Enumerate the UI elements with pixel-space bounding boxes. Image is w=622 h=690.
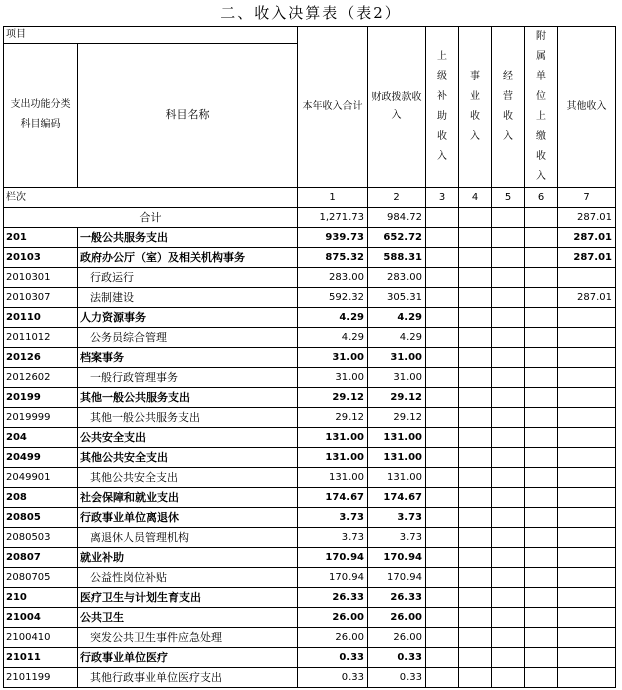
row-code: 204 (4, 428, 78, 448)
row-code: 210 (4, 588, 78, 608)
row-value: 287.01 (558, 248, 616, 268)
row-value (525, 228, 558, 248)
row-value (525, 628, 558, 648)
row-value (426, 568, 459, 588)
row-value (492, 388, 525, 408)
row-name: 一般公共服务支出 (78, 228, 298, 248)
row-name: 其他公共安全支出 (78, 468, 298, 488)
row-value (459, 428, 492, 448)
row-value (492, 228, 525, 248)
row-code: 20805 (4, 508, 78, 528)
name-label: 科目名称 (78, 43, 298, 187)
total-value (492, 208, 525, 228)
row-value (558, 408, 616, 428)
table-row (4, 448, 616, 468)
row-value (558, 528, 616, 548)
total-value (459, 208, 492, 228)
total-row (4, 208, 616, 228)
row-value (558, 328, 616, 348)
header-item-row (4, 27, 616, 44)
row-value (459, 408, 492, 428)
row-value (426, 368, 459, 388)
seq-number: 4 (459, 188, 492, 208)
row-value: 26.00 (368, 628, 426, 648)
row-value (459, 608, 492, 628)
row-value (459, 548, 492, 568)
col-header-7: 其他收入 (558, 27, 616, 188)
row-value (459, 328, 492, 348)
row-value (426, 668, 459, 688)
row-value: 287.01 (558, 288, 616, 308)
row-value: 31.00 (368, 368, 426, 388)
row-value: 875.32 (298, 248, 368, 268)
row-value (492, 448, 525, 468)
total-value: 1,271.73 (298, 208, 368, 228)
row-value (492, 248, 525, 268)
income-table (3, 26, 616, 688)
row-value: 170.94 (368, 568, 426, 588)
row-code: 20110 (4, 308, 78, 328)
row-value (525, 508, 558, 528)
table-row (4, 568, 616, 588)
row-code: 20499 (4, 448, 78, 468)
row-name: 其他公共安全支出 (78, 448, 298, 468)
seq-number: 3 (426, 188, 459, 208)
row-value (426, 268, 459, 288)
row-value (492, 548, 525, 568)
row-code: 208 (4, 488, 78, 508)
row-value: 174.67 (368, 488, 426, 508)
row-code: 2010307 (4, 288, 78, 308)
row-value: 170.94 (298, 548, 368, 568)
row-value (426, 588, 459, 608)
row-name: 行政运行 (78, 268, 298, 288)
row-value (525, 268, 558, 288)
row-value (525, 428, 558, 448)
row-value (525, 648, 558, 668)
row-value (459, 288, 492, 308)
row-value: 939.73 (298, 228, 368, 248)
row-name: 突发公共卫生事件应急处理 (78, 628, 298, 648)
row-name: 公务员综合管理 (78, 328, 298, 348)
row-value (492, 328, 525, 348)
table-row (4, 608, 616, 628)
row-value (459, 568, 492, 588)
row-value: 31.00 (368, 348, 426, 368)
row-value (492, 628, 525, 648)
row-code: 201 (4, 228, 78, 248)
row-value (426, 628, 459, 648)
row-value (558, 668, 616, 688)
table-row (4, 268, 616, 288)
row-value (426, 528, 459, 548)
table-row (4, 488, 616, 508)
row-code: 2080503 (4, 528, 78, 548)
row-name: 行政事业单位医疗 (78, 648, 298, 668)
row-value (525, 488, 558, 508)
row-value: 170.94 (368, 548, 426, 568)
row-name: 其他一般公共服务支出 (78, 388, 298, 408)
row-value (525, 548, 558, 568)
row-value: 652.72 (368, 228, 426, 248)
row-value (525, 528, 558, 548)
row-name: 行政事业单位离退休 (78, 508, 298, 528)
row-value (525, 588, 558, 608)
row-name: 人力资源事务 (78, 308, 298, 328)
row-value (459, 448, 492, 468)
row-value (525, 288, 558, 308)
row-value (558, 388, 616, 408)
row-value (525, 308, 558, 328)
row-value: 31.00 (298, 368, 368, 388)
row-value (525, 328, 558, 348)
row-value (459, 488, 492, 508)
row-name: 其他行政事业单位医疗支出 (78, 668, 298, 688)
row-code: 20807 (4, 548, 78, 568)
total-value (525, 208, 558, 228)
seq-label: 栏次 (4, 188, 298, 208)
table-row (4, 308, 616, 328)
total-label: 合计 (4, 208, 298, 228)
col-header-3: 上 级 补 助 收 入 (426, 27, 459, 188)
code-label: 支出功能分类科目编码 (4, 43, 78, 187)
row-name: 社会保障和就业支出 (78, 488, 298, 508)
table-row (4, 508, 616, 528)
row-value: 26.00 (368, 608, 426, 628)
table-row (4, 368, 616, 388)
row-value (492, 468, 525, 488)
page-title: 二、收入决算表（表2） (220, 4, 402, 22)
row-name: 政府办公厅（室）及相关机构事务 (78, 248, 298, 268)
row-name: 公益性岗位补贴 (78, 568, 298, 588)
row-value: 26.00 (298, 608, 368, 628)
row-value (459, 368, 492, 388)
col-header-1: 本年收入合计 (298, 27, 368, 188)
row-value (558, 428, 616, 448)
row-value (426, 468, 459, 488)
row-value (426, 248, 459, 268)
row-name: 医疗卫生与计划生育支出 (78, 588, 298, 608)
row-value: 29.12 (368, 408, 426, 428)
row-value: 3.73 (298, 528, 368, 548)
row-value: 26.33 (298, 588, 368, 608)
row-value (426, 328, 459, 348)
row-value (525, 668, 558, 688)
row-value: 283.00 (368, 268, 426, 288)
row-value: 4.29 (368, 328, 426, 348)
row-code: 2101199 (4, 668, 78, 688)
row-value (459, 228, 492, 248)
table-row (4, 228, 616, 248)
table-row (4, 588, 616, 608)
row-value: 26.00 (298, 628, 368, 648)
table-row (4, 468, 616, 488)
row-value (459, 248, 492, 268)
row-code: 2012602 (4, 368, 78, 388)
row-value: 588.31 (368, 248, 426, 268)
row-value (426, 348, 459, 368)
row-value (492, 268, 525, 288)
row-name: 离退休人员管理机构 (78, 528, 298, 548)
row-value (492, 668, 525, 688)
row-value (492, 488, 525, 508)
row-value: 3.73 (298, 508, 368, 528)
row-value (492, 408, 525, 428)
seq-row (4, 188, 616, 208)
row-value (459, 528, 492, 548)
row-value: 131.00 (298, 428, 368, 448)
row-value (459, 588, 492, 608)
row-code: 2100410 (4, 628, 78, 648)
row-code: 21004 (4, 608, 78, 628)
row-value (459, 348, 492, 368)
row-value (426, 508, 459, 528)
row-value: 174.67 (298, 488, 368, 508)
row-value: 0.33 (298, 668, 368, 688)
table-row (4, 528, 616, 548)
row-value (525, 408, 558, 428)
row-value (558, 648, 616, 668)
row-value (492, 368, 525, 388)
row-value: 131.00 (298, 448, 368, 468)
row-value: 131.00 (298, 468, 368, 488)
row-value (459, 508, 492, 528)
row-name: 法制建设 (78, 288, 298, 308)
row-value (558, 608, 616, 628)
row-name: 其他一般公共服务支出 (78, 408, 298, 428)
row-code: 20199 (4, 388, 78, 408)
row-name: 公共安全支出 (78, 428, 298, 448)
table-row (4, 408, 616, 428)
row-value: 4.29 (298, 328, 368, 348)
row-value: 29.12 (368, 388, 426, 408)
row-value (426, 228, 459, 248)
row-value: 31.00 (298, 348, 368, 368)
row-value (525, 388, 558, 408)
row-value: 287.01 (558, 228, 616, 248)
row-value (558, 508, 616, 528)
row-value (558, 488, 616, 508)
row-code: 2080705 (4, 568, 78, 588)
row-value: 592.32 (298, 288, 368, 308)
total-value (426, 208, 459, 228)
row-value (492, 608, 525, 628)
row-value (459, 668, 492, 688)
row-value: 3.73 (368, 528, 426, 548)
row-value (492, 508, 525, 528)
row-value (492, 568, 525, 588)
row-value (558, 308, 616, 328)
row-value: 26.33 (368, 588, 426, 608)
row-code: 2011012 (4, 328, 78, 348)
table-row (4, 668, 616, 688)
total-value: 984.72 (368, 208, 426, 228)
row-value: 283.00 (298, 268, 368, 288)
row-value (492, 528, 525, 548)
row-value (558, 268, 616, 288)
row-value (492, 308, 525, 328)
row-value: 29.12 (298, 408, 368, 428)
table-row (4, 648, 616, 668)
row-value: 131.00 (368, 468, 426, 488)
col-header-6: 附 属 单 位 上 缴 收 入 (525, 27, 558, 188)
row-value (492, 288, 525, 308)
row-value (459, 648, 492, 668)
col-header-4: 事 业 收 入 (459, 27, 492, 188)
row-value (558, 568, 616, 588)
row-value: 4.29 (368, 308, 426, 328)
row-value (558, 548, 616, 568)
table-row (4, 548, 616, 568)
row-value: 0.33 (368, 668, 426, 688)
row-value (426, 308, 459, 328)
row-value (492, 648, 525, 668)
seq-number: 7 (558, 188, 616, 208)
row-name: 公共卫生 (78, 608, 298, 628)
row-value (525, 368, 558, 388)
seq-number: 1 (298, 188, 368, 208)
row-value: 131.00 (368, 428, 426, 448)
table-row (4, 288, 616, 308)
row-value (426, 648, 459, 668)
table-row (4, 628, 616, 648)
col-header-2: 财政拨款收入 (368, 27, 426, 188)
row-value (459, 468, 492, 488)
row-value: 4.29 (298, 308, 368, 328)
seq-number: 6 (525, 188, 558, 208)
row-value: 305.31 (368, 288, 426, 308)
row-value: 29.12 (298, 388, 368, 408)
seq-number: 2 (368, 188, 426, 208)
row-value (525, 248, 558, 268)
table-row (4, 248, 616, 268)
row-code: 2019999 (4, 408, 78, 428)
row-value (525, 608, 558, 628)
row-code: 2010301 (4, 268, 78, 288)
row-value: 0.33 (298, 648, 368, 668)
row-value (459, 268, 492, 288)
row-value (525, 448, 558, 468)
row-value (525, 348, 558, 368)
row-value (492, 588, 525, 608)
row-value (459, 308, 492, 328)
row-value (492, 428, 525, 448)
row-value (558, 628, 616, 648)
row-name: 档案事务 (78, 348, 298, 368)
table-row (4, 328, 616, 348)
row-value (426, 428, 459, 448)
row-name: 就业补助 (78, 548, 298, 568)
total-value: 287.01 (558, 208, 616, 228)
col-header-5: 经 营 收 入 (492, 27, 525, 188)
table-row (4, 428, 616, 448)
table-row (4, 388, 616, 408)
row-value (426, 548, 459, 568)
row-value (558, 368, 616, 388)
row-code: 20103 (4, 248, 78, 268)
row-value (426, 388, 459, 408)
row-value (558, 448, 616, 468)
row-value (492, 348, 525, 368)
row-value (558, 588, 616, 608)
row-name: 一般行政管理事务 (78, 368, 298, 388)
row-value: 3.73 (368, 508, 426, 528)
row-code: 21011 (4, 648, 78, 668)
row-value: 131.00 (368, 448, 426, 468)
row-value (459, 388, 492, 408)
row-value (426, 488, 459, 508)
item-label: 项目 (4, 27, 298, 44)
row-value (459, 628, 492, 648)
row-value (426, 288, 459, 308)
row-value: 170.94 (298, 568, 368, 588)
row-value (525, 468, 558, 488)
seq-number: 5 (492, 188, 525, 208)
row-value (426, 408, 459, 428)
row-code: 20126 (4, 348, 78, 368)
row-value (426, 608, 459, 628)
row-value (558, 468, 616, 488)
row-value (558, 348, 616, 368)
table-row (4, 348, 616, 368)
row-value (426, 448, 459, 468)
row-code: 2049901 (4, 468, 78, 488)
row-value (525, 568, 558, 588)
row-value: 0.33 (368, 648, 426, 668)
